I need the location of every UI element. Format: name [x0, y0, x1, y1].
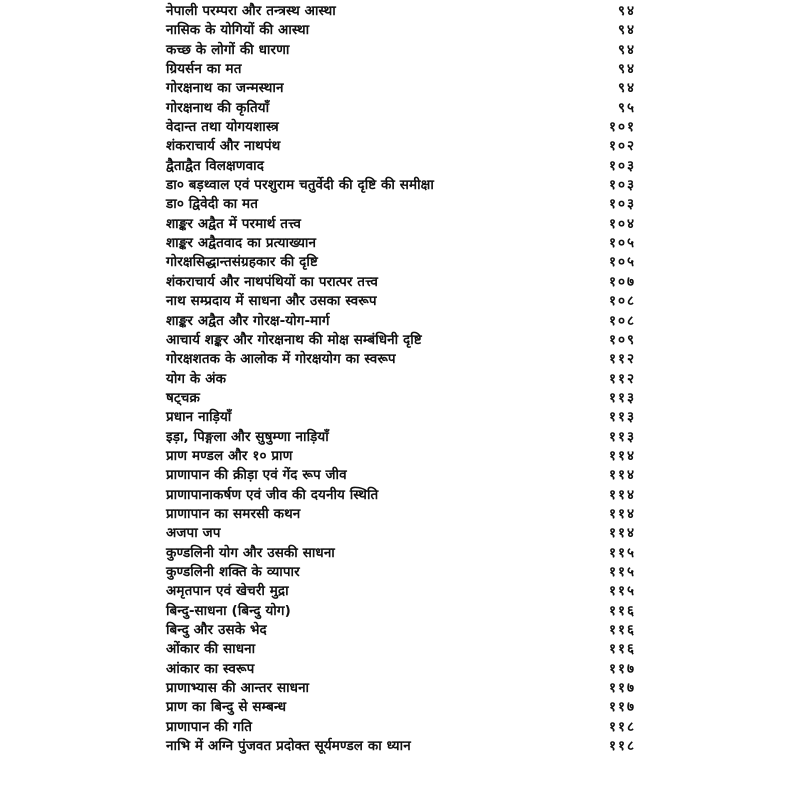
toc-entry [166, 2, 636, 21]
toc-entry [166, 408, 636, 427]
toc-entry-page-number: ११२ [608, 351, 636, 368]
toc-entry [166, 79, 636, 98]
toc-entry-page-number: ११८ [608, 718, 636, 735]
toc-entry-title: प्राणापान की क्रीड़ा एवं गेंद रूप जीव [166, 467, 347, 484]
toc-entry [166, 466, 636, 485]
toc-entry-page-number: १०१ [608, 119, 636, 136]
toc-entry-page-number: ९४ [617, 22, 636, 39]
toc-entry-title: नेपाली परम्परा और तन्त्रस्थ आस्था [166, 3, 336, 19]
toc-entry-title: ग्रियर्सन का मत [166, 61, 242, 78]
toc-entry [166, 176, 636, 195]
toc-entry-page-number: ११६ [608, 602, 636, 619]
toc-entry-title: प्राणाभ्यास की आन्तर साधना [166, 680, 310, 697]
toc-entry-page-number: १०२ [608, 138, 636, 155]
toc-entry [166, 370, 636, 389]
toc-entry-title: योग के अंक [166, 370, 227, 387]
toc-entry-page-number: ११४ [608, 486, 636, 503]
toc-entry [166, 234, 636, 253]
toc-entry-page-number: १०३ [608, 177, 636, 194]
toc-entry-title: गोरक्षनाथ की कृतियाँ [166, 99, 270, 116]
toc-entry-page-number: १०४ [608, 215, 636, 232]
toc-entry-page-number: ११८ [608, 738, 636, 755]
toc-entry-title: गोरक्षनाथ का जन्मस्थान [166, 80, 284, 97]
toc-entry-title: प्राणापान की गति [166, 718, 253, 735]
toc-entry-page-number: ९४ [617, 41, 636, 58]
toc-entry-page-number: ९४ [617, 61, 636, 78]
toc-entry-page-number: ११४ [608, 505, 636, 522]
toc-entry [166, 486, 636, 505]
toc-entry [166, 447, 636, 466]
toc-entry [166, 331, 636, 350]
toc-entry [166, 195, 636, 214]
toc-entry-page-number: ९४ [617, 3, 636, 19]
toc-entry [166, 118, 636, 137]
toc-entry [166, 41, 636, 60]
toc-entry-page-number: ११३ [608, 428, 636, 445]
toc-entry [166, 21, 636, 40]
toc-entry [166, 99, 636, 118]
toc-entry-title: शंकराचार्य और नाथपंथ [166, 138, 281, 155]
toc-entry-page-number: १०८ [608, 293, 636, 310]
toc-entry-title: नाथ सम्प्रदाय में साधना और उसका स्वरूप [166, 293, 377, 310]
toc-entry [166, 428, 636, 447]
toc-entry-page-number: १०८ [608, 312, 636, 329]
toc-entry [166, 215, 636, 234]
toc-entry-page-number: १०३ [608, 196, 636, 213]
toc-entry-page-number: ११६ [608, 641, 636, 658]
toc-entry [166, 312, 636, 331]
toc-entry-title: द्वैताद्वैत विलक्षणवाद [166, 157, 264, 174]
toc-entry-page-number: ११७ [608, 680, 636, 697]
toc-entry-title: प्रधान नाड़ियाँ [166, 409, 232, 426]
toc-entry [166, 621, 636, 640]
toc-entry [166, 563, 636, 582]
toc-entry-title: कुण्डलिनी शक्ति के व्यापार [166, 563, 300, 580]
toc-entry-page-number: ११२ [608, 370, 636, 387]
toc-entry-title: कुण्डलिनी योग और उसकी साधना [166, 544, 335, 561]
toc-entry [166, 718, 636, 737]
toc-entry-page-number: ११४ [608, 525, 636, 542]
toc-entry-title: गोरक्षसिद्धान्तसंग्रहकार की दृष्टि [166, 254, 318, 271]
toc-entry-title: अमृतपान एवं खेचरी मुद्रा [166, 583, 289, 600]
toc-entry [166, 737, 636, 756]
toc-entry-page-number: ११५ [608, 563, 636, 580]
toc-entry-title: आचार्य शङ्कर और गोरक्षनाथ की मोक्ष सम्बंधिनी दृष्टि [166, 331, 422, 348]
toc-entry-title: डा० बड़थ्वाल एवं परशुराम चतुर्वेदी की दृष्टि की समीक्षा [166, 177, 434, 194]
toc-entry [166, 60, 636, 79]
toc-entry [166, 253, 636, 272]
toc-entry-title: वेदान्त तथा योगयशास्त्र [166, 119, 279, 136]
toc-entry-title: प्राण मण्डल और १० प्राण [166, 447, 293, 464]
toc-entry [166, 524, 636, 543]
toc-entry-title: प्राणापानाकर्षण एवं जीव की दयनीय स्थिति [166, 486, 379, 503]
toc-entry-title: इड़ा, पिङ्गला और सुषुम्णा नाड़ियाँ [166, 428, 329, 445]
toc-entry-page-number: ९४ [617, 80, 636, 97]
toc-entry [166, 602, 636, 621]
toc-entry-page-number: ११७ [608, 699, 636, 716]
toc-entry-page-number: ११४ [608, 467, 636, 484]
toc-entry [166, 389, 636, 408]
toc-entry-title: डा० द्विवेदी का मत [166, 196, 259, 213]
toc-entry [166, 582, 636, 601]
toc-entry-title: शाङ्कर अद्वैत में परमार्थ तत्त्व [166, 215, 301, 232]
toc-entry-title: प्राण का बिन्दु से सम्बन्ध [166, 699, 287, 716]
toc-entry-page-number: ११५ [608, 544, 636, 561]
toc-entry [166, 273, 636, 292]
toc-entry-title: बिन्दु-साधना (बिन्दु योग) [166, 602, 291, 619]
toc-entry-page-number: १०३ [608, 157, 636, 174]
toc-entry [166, 505, 636, 524]
toc-entry-title: ओंकार की साधना [166, 641, 256, 658]
toc-entry-title: नाभि में अग्नि पुंजवत प्रदोक्त सूर्यमण्डल का ध्यान [166, 738, 411, 755]
toc-entry-page-number: ११३ [608, 389, 636, 406]
toc-entry [166, 350, 636, 369]
toc-entry-title: शाङ्कर अद्वैतवाद का प्रत्याख्यान [166, 235, 317, 252]
toc-entry-title: नासिक के योगियों की आस्था [166, 22, 310, 39]
toc-entry-title: शंकराचार्य और नाथपंथियों का परात्पर तत्त्व [166, 273, 379, 290]
toc-entry-page-number: १०७ [608, 273, 636, 290]
toc-entry-page-number: ११३ [608, 409, 636, 426]
toc-entry-title: प्राणापान का समरसी कथन [166, 505, 301, 522]
toc-entry [166, 679, 636, 698]
toc-entry-title: गोरक्षशतक के आलोक में गोरक्षयोग का स्वरूप [166, 351, 396, 368]
toc-entry-page-number: १०५ [608, 235, 636, 252]
toc-entry-title: बिन्दु और उसके भेद [166, 622, 267, 638]
toc-entry-page-number: ११४ [608, 447, 636, 464]
toc-entry-title: शाङ्कर अद्वैत और गोरक्ष-योग-मार्ग [166, 312, 330, 329]
toc-entry [166, 544, 636, 563]
toc-entry-page-number: १०५ [608, 254, 636, 271]
toc-entry-page-number: ११५ [608, 583, 636, 600]
toc-entry-title: षट्चक्र [166, 389, 200, 406]
toc-entry-page-number: ११६ [608, 622, 636, 638]
toc-entry-title: कच्छ के लोगों की धारणा [166, 41, 290, 58]
toc-entry [166, 137, 636, 156]
table-of-contents [166, 2, 636, 756]
toc-entry-page-number: ११७ [608, 660, 636, 677]
toc-entry [166, 698, 636, 717]
toc-entry-page-number: १०९ [608, 331, 636, 348]
toc-entry [166, 157, 636, 176]
toc-entry [166, 640, 636, 659]
toc-entry-page-number: ९५ [617, 99, 636, 116]
toc-entry [166, 292, 636, 311]
toc-entry [166, 660, 636, 679]
toc-entry-title: आंकार का स्वरूप [166, 660, 255, 677]
toc-entry-title: अजपा जप [166, 525, 221, 542]
